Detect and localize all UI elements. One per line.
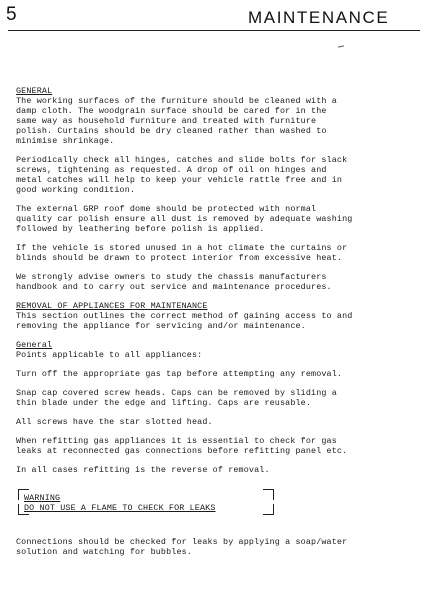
text-line: followed by leathering before polish is applied. [16, 224, 265, 234]
text-line: This section outlines the correct method of gaining access to and [16, 311, 353, 321]
snap-cap-paragraph [16, 388, 428, 408]
text-line: We strongly advise owners to study the chassis manufacturers [16, 272, 327, 282]
general-paragraph [16, 96, 428, 146]
gas-tap-paragraph: Turn off the appropriate gas tap before attempting any removal. [16, 369, 343, 379]
text-line: leaks at reconnected gas connections before refitting panel etc. [16, 446, 348, 456]
general-heading: GENERAL [16, 86, 53, 96]
text-line: same way as household furniture and treated with furniture [16, 116, 317, 126]
section-title: MAINTENANCE [248, 8, 390, 27]
text-line: When refitting gas appliances it is essential to check for gas [16, 436, 337, 446]
warning-title: WARNING [24, 493, 61, 503]
removal-paragraph [16, 311, 428, 331]
general-subheading: General [16, 340, 53, 350]
text-line: damp cloth. The woodgrain surface should be cared for in the [16, 106, 327, 116]
text-line: The working surfaces of the furniture should be cleaned with a [16, 96, 337, 106]
points-intro: Points applicable to all appliances: [16, 350, 203, 360]
storage-paragraph [16, 243, 428, 263]
text-line: minimise shrinkage. [16, 136, 115, 146]
hinges-paragraph [16, 155, 428, 195]
text-line: quality car polish ensure all dust is removed by adequate washing [16, 214, 353, 224]
warning-box [18, 489, 274, 515]
text-line: Connections should be checked for leaks by applying a soap/water [16, 537, 348, 547]
roof-paragraph [16, 204, 428, 234]
page-number: 5 [6, 4, 17, 25]
screws-paragraph: All screws have the star slotted head. [16, 417, 213, 427]
stray-mark [338, 45, 344, 47]
warning-text: DO NOT USE A FLAME TO CHECK FOR LEAKS [24, 503, 216, 513]
text-line: handbook and to carry out service and maintenance procedures. [16, 282, 332, 292]
removal-heading: REMOVAL OF APPLIANCES FOR MAINTENANCE [16, 301, 208, 311]
header-rule [8, 30, 420, 31]
text-line: solution and watching for bubbles. [16, 547, 192, 557]
text-line: polish. Curtains should be dry cleaned rather than washed to [16, 126, 327, 136]
text-line: screws, tightening as requested. A drop of oil on hinges and [16, 165, 327, 175]
connections-paragraph [16, 537, 428, 557]
refitting-paragraph [16, 436, 428, 456]
text-line: Snap cap covered screw heads. Caps can be removed by sliding a [16, 388, 337, 398]
text-line: metal catches will help to keep your vehicle rattle free and in [16, 175, 343, 185]
text-line: thin blade under the edge and lifting. Caps are reusable. [16, 398, 312, 408]
text-line: blinds should be drawn to protect interior from excessive heat. [16, 253, 343, 263]
reverse-paragraph: In all cases refitting is the reverse of removal. [16, 465, 270, 475]
page-content [16, 86, 428, 557]
text-line: good working condition. [16, 185, 136, 195]
text-line: removing the appliance for servicing and/or maintenance. [16, 321, 306, 331]
text-line: The external GRP roof dome should be protected with normal [16, 204, 317, 214]
chassis-paragraph [16, 272, 428, 292]
text-line: Periodically check all hinges, catches and slide bolts for slack [16, 155, 348, 165]
text-line: If the vehicle is stored unused in a hot climate the curtains or [16, 243, 348, 253]
